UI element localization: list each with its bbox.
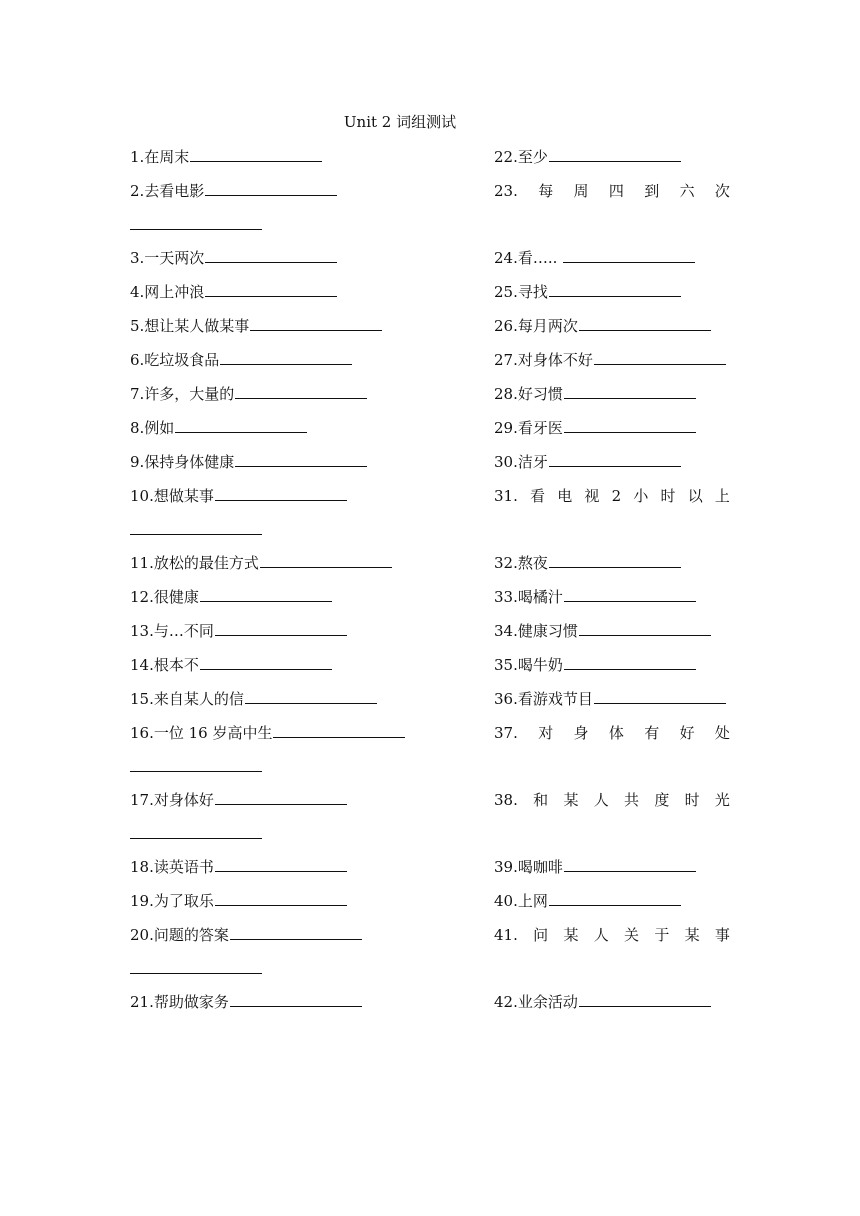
spread-char: 问 xyxy=(533,926,549,944)
spread-char: 体 xyxy=(608,724,624,742)
right-item xyxy=(494,655,696,675)
spread-char: 和 xyxy=(533,791,549,809)
item-label: 4.网上冲浪 xyxy=(130,283,205,301)
answer-blank[interactable] xyxy=(273,723,405,738)
left-item xyxy=(130,553,392,573)
answer-blank[interactable] xyxy=(230,925,362,940)
item-label: 24.看….. xyxy=(494,249,563,267)
item-label: 39.喝咖啡 xyxy=(494,858,563,876)
left-item xyxy=(130,992,362,1012)
answer-blank[interactable] xyxy=(549,891,681,906)
item-label: 6.吃垃圾食品 xyxy=(130,351,220,369)
answer-blank[interactable] xyxy=(579,316,711,331)
left-item xyxy=(130,248,337,268)
item-label: 7.许多，大量的 xyxy=(130,385,235,403)
blank-line-2[interactable] xyxy=(130,215,262,235)
spread-char: 度 xyxy=(654,791,670,809)
item-label: 34.健康习惯 xyxy=(494,622,578,640)
blank-line-38[interactable] xyxy=(130,824,262,844)
right-item xyxy=(494,282,681,302)
answer-blank[interactable] xyxy=(594,689,726,704)
answer-blank[interactable] xyxy=(579,621,711,636)
item-label: 26.每月两次 xyxy=(494,317,578,335)
spread-char: 小 xyxy=(633,487,649,505)
left-item xyxy=(130,486,347,506)
left-item xyxy=(130,147,322,167)
item-label: 18.读英语书 xyxy=(130,858,214,876)
answer-blank[interactable] xyxy=(215,891,347,906)
left-item xyxy=(130,452,367,472)
spread-char: 于 xyxy=(654,926,670,944)
left-item xyxy=(130,316,382,336)
answer-blank[interactable] xyxy=(564,384,696,399)
answer-blank[interactable] xyxy=(190,147,322,162)
spread-char: 41. xyxy=(494,926,518,944)
item-label: 30.洁牙 xyxy=(494,453,548,471)
left-item xyxy=(130,723,405,743)
item-label: 29.看牙医 xyxy=(494,419,563,437)
answer-blank[interactable] xyxy=(549,147,681,162)
answer-blank[interactable] xyxy=(245,689,377,704)
item-label: 21.帮助做家务 xyxy=(130,993,229,1011)
answer-blank[interactable] xyxy=(564,655,696,670)
spread-char: 关 xyxy=(624,926,640,944)
spread-char: 视 xyxy=(584,487,600,505)
item-label: 20.问题的答案 xyxy=(130,926,229,944)
right-item xyxy=(494,452,681,472)
item-31 xyxy=(494,486,730,506)
spread-char: 周 xyxy=(573,182,589,200)
right-item xyxy=(494,248,695,268)
spread-char: 光 xyxy=(714,791,730,809)
answer-blank[interactable] xyxy=(205,181,337,196)
spread-char: 次 xyxy=(714,182,730,200)
answer-blank[interactable] xyxy=(215,857,347,872)
left-item xyxy=(130,418,307,438)
spread-char: 共 xyxy=(624,791,640,809)
spread-char: 到 xyxy=(644,182,660,200)
answer-blank[interactable] xyxy=(205,282,337,297)
spread-char: 31. xyxy=(494,487,518,505)
item-label: 16.一位 16 岁高中生 xyxy=(130,724,273,742)
spread-char: 人 xyxy=(593,926,609,944)
item-label: 15.来自某人的信 xyxy=(130,690,244,708)
right-item xyxy=(494,384,696,404)
item-label: 8.例如 xyxy=(130,419,175,437)
answer-blank[interactable] xyxy=(250,316,382,331)
spread-char: 人 xyxy=(593,791,609,809)
spread-char: 对 xyxy=(538,724,554,742)
right-item xyxy=(494,891,681,911)
answer-blank[interactable] xyxy=(563,248,695,263)
answer-blank[interactable] xyxy=(205,248,337,263)
item-label: 40.上网 xyxy=(494,892,548,910)
item-23 xyxy=(494,181,730,201)
right-item xyxy=(494,553,681,573)
left-item xyxy=(130,891,347,911)
spread-char: 看 xyxy=(530,487,546,505)
item-label: 9.保持身体健康 xyxy=(130,453,235,471)
answer-blank[interactable] xyxy=(215,486,347,501)
item-label: 1.在周末 xyxy=(130,148,190,166)
left-item xyxy=(130,350,352,370)
answer-blank[interactable] xyxy=(564,418,696,433)
item-label: 17.对身体好 xyxy=(130,791,214,809)
item-label: 10.想做某事 xyxy=(130,487,214,505)
spread-char: 37. xyxy=(494,724,518,742)
spread-char: 以 xyxy=(687,487,703,505)
spread-char: 每 xyxy=(538,182,554,200)
item-label: 35.喝牛奶 xyxy=(494,656,563,674)
item-label: 13.与…不同 xyxy=(130,622,214,640)
item-label: 19.为了取乐 xyxy=(130,892,214,910)
spread-char: 六 xyxy=(679,182,695,200)
answer-blank[interactable] xyxy=(235,384,367,399)
spread-char: 2 xyxy=(611,487,622,505)
answer-blank[interactable] xyxy=(200,587,332,602)
spread-char: 身 xyxy=(573,724,589,742)
item-label: 3.一天两次 xyxy=(130,249,205,267)
right-item xyxy=(494,857,696,877)
spread-char: 事 xyxy=(714,926,730,944)
item-label: 25.寻找 xyxy=(494,283,548,301)
item-label: 28.好习惯 xyxy=(494,385,563,403)
left-item xyxy=(130,925,362,945)
answer-blank[interactable] xyxy=(215,790,347,805)
item-label: 14.根本不 xyxy=(130,656,199,674)
blank-line-37[interactable] xyxy=(130,757,262,777)
right-item xyxy=(494,587,696,607)
answer-blank[interactable] xyxy=(549,452,681,467)
answer-blank[interactable] xyxy=(200,655,332,670)
blank-line-31[interactable] xyxy=(130,520,262,540)
right-item xyxy=(494,350,726,370)
spread-char: 某 xyxy=(684,926,700,944)
answer-blank[interactable] xyxy=(564,587,696,602)
spread-char: 四 xyxy=(608,182,624,200)
left-item xyxy=(130,621,347,641)
item-label: 32.熬夜 xyxy=(494,554,548,572)
left-item xyxy=(130,790,347,810)
spread-char: 处 xyxy=(714,724,730,742)
answer-blank[interactable] xyxy=(215,621,347,636)
answer-blank[interactable] xyxy=(260,553,392,568)
left-item xyxy=(130,384,367,404)
item-label: 33.喝橘汁 xyxy=(494,588,563,606)
right-item xyxy=(494,992,711,1012)
right-item xyxy=(494,147,681,167)
item-label: 11.放松的最佳方式 xyxy=(130,554,259,572)
item-label: 36.看游戏节目 xyxy=(494,690,593,708)
left-item xyxy=(130,282,337,302)
worksheet-title: Unit 2 词组测试 xyxy=(343,113,457,131)
spread-char: 某 xyxy=(563,791,579,809)
item-label: 22.至少 xyxy=(494,148,548,166)
answer-blank[interactable] xyxy=(235,452,367,467)
left-item xyxy=(130,689,377,709)
blank-line-41[interactable] xyxy=(130,959,262,979)
left-item xyxy=(130,857,347,877)
right-item xyxy=(494,316,711,336)
left-item xyxy=(130,655,332,675)
spread-char: 好 xyxy=(679,724,695,742)
item-label: 2.去看电影 xyxy=(130,182,205,200)
right-item xyxy=(494,621,711,641)
item-label: 42.业余活动 xyxy=(494,993,578,1011)
answer-blank[interactable] xyxy=(230,992,362,1007)
item-38 xyxy=(494,790,730,810)
answer-blank[interactable] xyxy=(220,350,352,365)
item-label: 5.想让某人做某事 xyxy=(130,317,250,335)
answer-blank[interactable] xyxy=(549,282,681,297)
item-41 xyxy=(494,925,730,945)
right-item xyxy=(494,689,726,709)
spread-char: 23. xyxy=(494,182,518,200)
answer-blank[interactable] xyxy=(175,418,307,433)
item-label: 27.对身体不好 xyxy=(494,351,593,369)
spread-char: 某 xyxy=(563,926,579,944)
spread-char: 上 xyxy=(714,487,730,505)
answer-blank[interactable] xyxy=(564,857,696,872)
spread-char: 时 xyxy=(684,791,700,809)
spread-char: 有 xyxy=(644,724,660,742)
left-item xyxy=(130,181,337,201)
right-item xyxy=(494,418,696,438)
answer-blank[interactable] xyxy=(594,350,726,365)
spread-char: 电 xyxy=(557,487,573,505)
item-label: 12.很健康 xyxy=(130,588,199,606)
item-37 xyxy=(494,723,730,743)
spread-char: 时 xyxy=(660,487,676,505)
left-item xyxy=(130,587,332,607)
answer-blank[interactable] xyxy=(579,992,711,1007)
answer-blank[interactable] xyxy=(549,553,681,568)
spread-char: 38. xyxy=(494,791,518,809)
